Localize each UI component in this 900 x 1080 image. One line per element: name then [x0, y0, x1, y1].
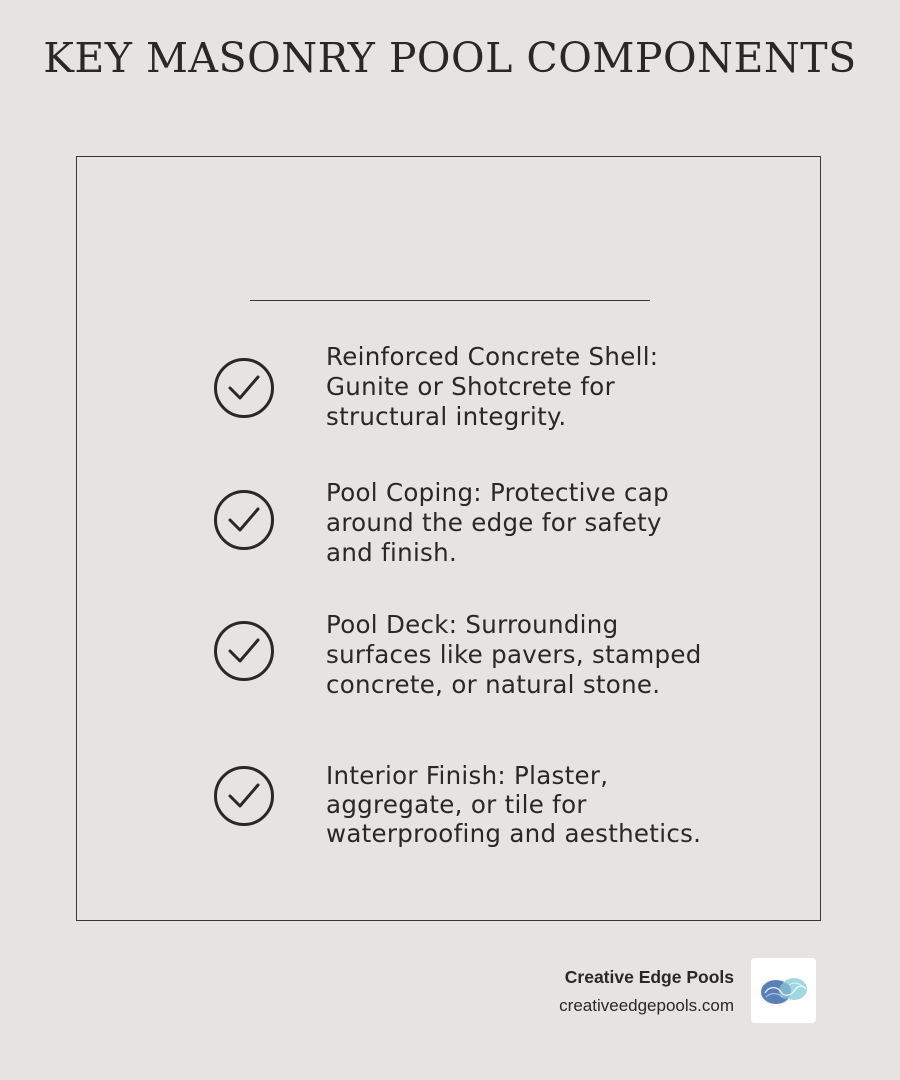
check-circle-icon — [213, 765, 275, 827]
page-title: KEY MASONRY POOL COMPONENTS — [43, 34, 857, 82]
brand-url[interactable]: creativeedgepools.com — [559, 996, 734, 1015]
list-item-line: Reinforced Concrete Shell: — [326, 342, 659, 371]
list-item-line: concrete, or natural stone. — [326, 670, 661, 699]
list-item-line: and finish. — [326, 538, 458, 567]
brand-name: Creative Edge Pools — [564, 967, 734, 987]
brand-block — [559, 965, 734, 1021]
list-item-line: Gunite or Shotcrete for — [326, 372, 615, 401]
check-circle-icon — [213, 620, 275, 682]
check-circle-icon — [213, 357, 275, 419]
list-item-line: aggregate, or tile for — [326, 790, 587, 819]
list-item-line: surfaces like pavers, stamped — [326, 640, 702, 669]
list-item-text — [326, 761, 746, 848]
list-item-line: around the edge for safety — [326, 508, 662, 537]
list-item-line: Pool Coping: Protective cap — [326, 478, 669, 507]
check-circle-icon — [213, 489, 275, 551]
list-item-line: Interior Finish: Plaster, — [326, 761, 609, 790]
list-item-line: waterproofing and aesthetics. — [326, 819, 702, 848]
list-item-text — [326, 610, 746, 700]
list-item-text — [326, 478, 746, 568]
divider-rule — [250, 300, 650, 301]
list-item-line: structural integrity. — [326, 402, 567, 431]
list-item-text — [326, 342, 746, 432]
pool-logo-icon — [751, 958, 816, 1023]
list-item-line: Pool Deck: Surrounding — [326, 610, 619, 639]
